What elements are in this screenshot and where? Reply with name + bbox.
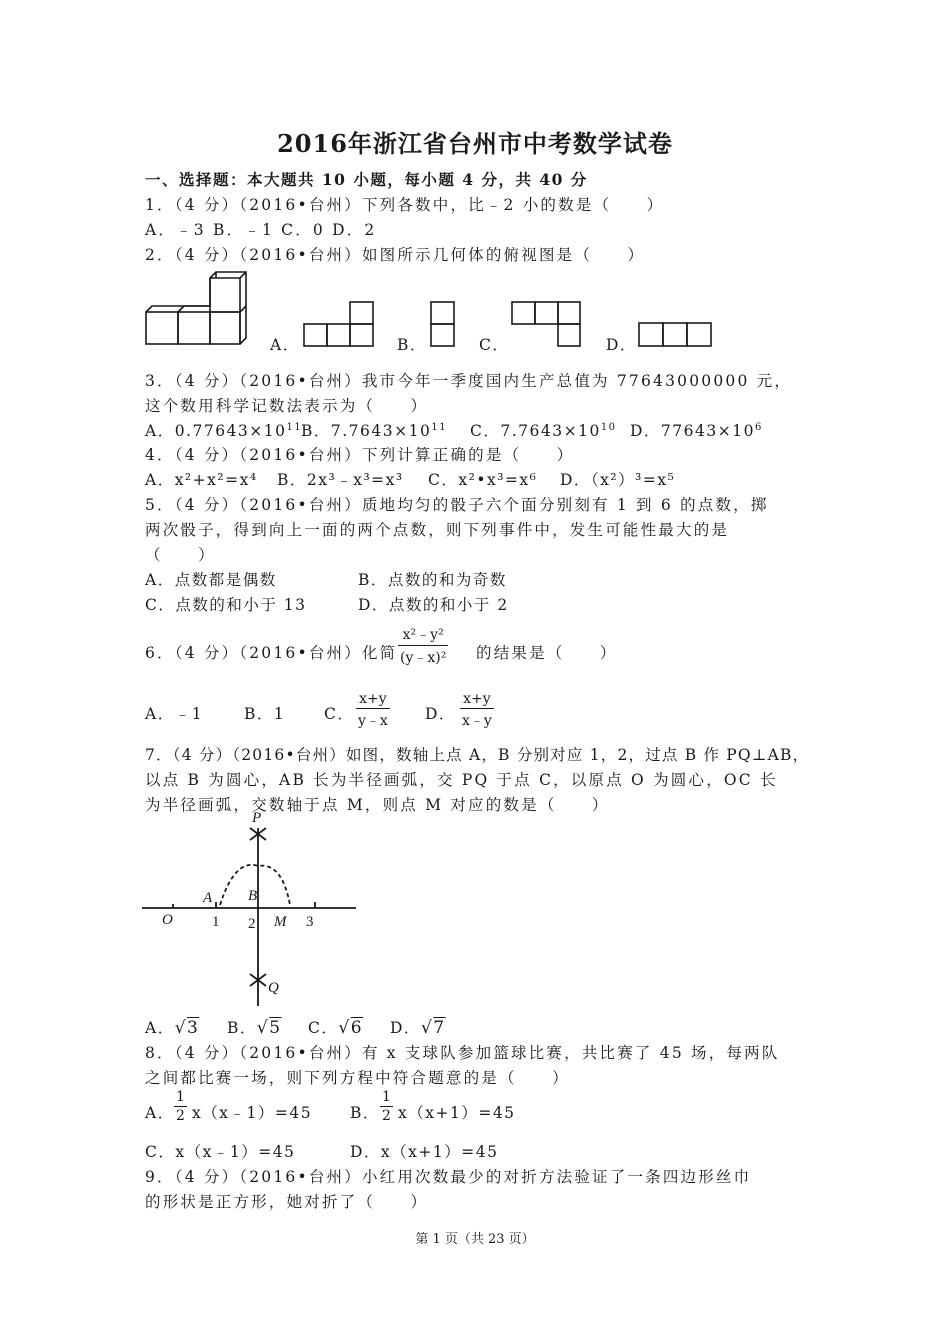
point-b-label: B — [248, 888, 258, 904]
question-1-options: A．﹣3 B．﹣1 C．0 D．2 — [145, 221, 377, 239]
origin-o-label: O — [162, 912, 173, 928]
question-9-stem-line1: 9．（4 分）（2016•台州）小红用次数最少的对折方法验证了一条四边形丝巾 — [145, 1168, 752, 1186]
question-2-option-d-figure — [638, 322, 714, 348]
question-2-option-b-figure — [429, 300, 457, 348]
question-4-option-a: A．x²+x²=x⁴ — [145, 471, 258, 489]
question-6-stem-end: 的结果是（ ） — [476, 644, 618, 662]
tick-label-3: 3 — [306, 914, 314, 930]
question-3-stem-line1: 3．（4 分）（2016•台州）我市今年一季度国内生产总值为 77643000000 元， — [145, 372, 793, 390]
question-6-stem-start: 6．（4 分）（2016•台州）化简 — [145, 644, 398, 662]
question-5-stem-line1: 5．（4 分）（2016•台州）质地均匀的骰子六个面分别刻有 1 到 6 的点数，掷 — [145, 496, 769, 514]
page-footer: 第 1 页（共 23 页） — [415, 1232, 535, 1247]
question-6-option-c-fraction: x+y y﹣x — [358, 691, 388, 729]
question-8-stem-line1: 8．（4 分）（2016•台州）有 x 支球队参加篮球比赛，共比赛了 45 场，每两队 — [145, 1044, 780, 1062]
tick-label-1: 1 — [212, 914, 220, 930]
question-8-option-d: D．x（x+1）=45 — [350, 1143, 499, 1161]
question-7-option-a: A．√3 — [145, 1018, 200, 1038]
question-2-option-d: D． — [606, 336, 637, 354]
question-3-stem-line2: 这个数用科学记数法表示为（ ） — [145, 397, 429, 415]
point-m-label: M — [274, 914, 287, 930]
question-6-option-c: C． — [324, 705, 355, 723]
question-3-option-d: D．$77643\times 10^6$ — [630, 421, 763, 440]
question-6-option-b: B．1 — [244, 705, 286, 723]
question-6-denominator: (y﹣x)² — [400, 650, 447, 666]
question-3-option-c: C．$7.7643\times 10^{10}$ — [470, 421, 617, 440]
question-3-option-b: B．$7.7643\times 10^{11}$ — [301, 421, 448, 440]
question-8-option-a-rest: x（x﹣1）=45 — [192, 1104, 313, 1122]
question-5-stem-line2: 两次骰子，得到向上一面的两个点数，则下列事件中，发生可能性最大的是 — [145, 521, 730, 539]
question-3-option-a: A．$0.77643\times 10^{11}$ — [145, 421, 303, 440]
question-8-option-b-rest: x（x+1）=45 — [398, 1104, 516, 1122]
page-title: 2016年浙江省台州市中考数学试卷 — [277, 129, 673, 158]
question-7-stem-line2: 以点 B 为圆心，AB 长为半径画弧，交 PQ 于点 C，以原点 O 为圆心，OC 长 — [145, 771, 778, 789]
question-2-option-b: B． — [397, 336, 427, 354]
question-6-option-a: A．﹣1 — [145, 705, 204, 723]
question-6-option-d-fraction: x+y x﹣y — [462, 691, 492, 729]
point-a-label: A — [203, 890, 213, 906]
question-2-option-a-figure — [303, 300, 375, 348]
question-8-option-a-fraction: 1 2 — [176, 1089, 185, 1124]
question-7-stem-line3: 为半径画弧，交数轴于点 M，则点 M 对应的数是（ ） — [145, 796, 610, 814]
question-2-stem: 2．（4 分）（2016•台州）如图所示几何体的俯视图是（ ） — [145, 246, 646, 264]
question-4-option-c: C．x²•x³=x⁶ — [428, 471, 538, 489]
question-2-option-c: C． — [479, 336, 510, 354]
section-heading: 一、选择题：本大题共 10 小题，每小题 4 分，共 40 分 — [145, 170, 588, 189]
question-5-option-b: B．点数的和为奇数 — [358, 571, 507, 589]
point-q-label: Q — [268, 980, 279, 996]
question-1-stem: 1．（4 分）（2016•台州）下列各数中，比﹣2 小的数是（ ） — [145, 196, 665, 214]
question-2-solid-figure — [140, 272, 250, 348]
question-6-option-d: D． — [425, 705, 456, 723]
question-2-option-c-figure — [510, 300, 582, 348]
question-7-stem-line1: 7．（4 分）（2016•台州）如图，数轴上点 A，B 分别对应 1，2，过点 B 作 PQ⊥AB， — [145, 746, 810, 764]
question-8-option-b: B． — [350, 1104, 380, 1122]
question-7-number-line-figure — [140, 810, 362, 1010]
question-8-option-b-fraction: 1 2 — [382, 1089, 391, 1124]
question-7-option-c: C．√6 — [308, 1018, 364, 1038]
question-5-option-c: C．点数的和小于 13 — [145, 596, 307, 614]
question-2-option-a: A． — [270, 336, 300, 354]
question-8-stem-line2: 之间都比赛一场，则下列方程中符合题意的是（ ） — [145, 1069, 570, 1087]
question-8-option-a: A． — [145, 1104, 175, 1122]
question-6-expression — [398, 624, 448, 667]
question-5-stem-line3: （ ） — [145, 546, 216, 564]
question-9-stem-line2: 的形状是正方形，她对折了（ ） — [145, 1193, 429, 1211]
question-8-option-c: C．x（x﹣1）=45 — [145, 1143, 296, 1161]
question-4-option-b: B．2x³﹣x³=x³ — [277, 471, 404, 489]
question-6-numerator: x²﹣y² — [402, 627, 444, 643]
question-5-option-a: A．点数都是偶数 — [145, 571, 277, 589]
tick-label-2: 2 — [248, 916, 256, 932]
question-4-stem: 4．（4 分）（2016•台州）下列计算正确的是（ ） — [145, 446, 575, 464]
question-5-option-d: D．点数的和小于 2 — [358, 596, 509, 614]
point-p-label: P — [252, 810, 262, 826]
question-7-option-b: B．√5 — [227, 1018, 282, 1038]
question-4-option-d: D．（x²）³=x⁵ — [560, 471, 676, 489]
question-7-option-d: D．√7 — [390, 1018, 446, 1038]
